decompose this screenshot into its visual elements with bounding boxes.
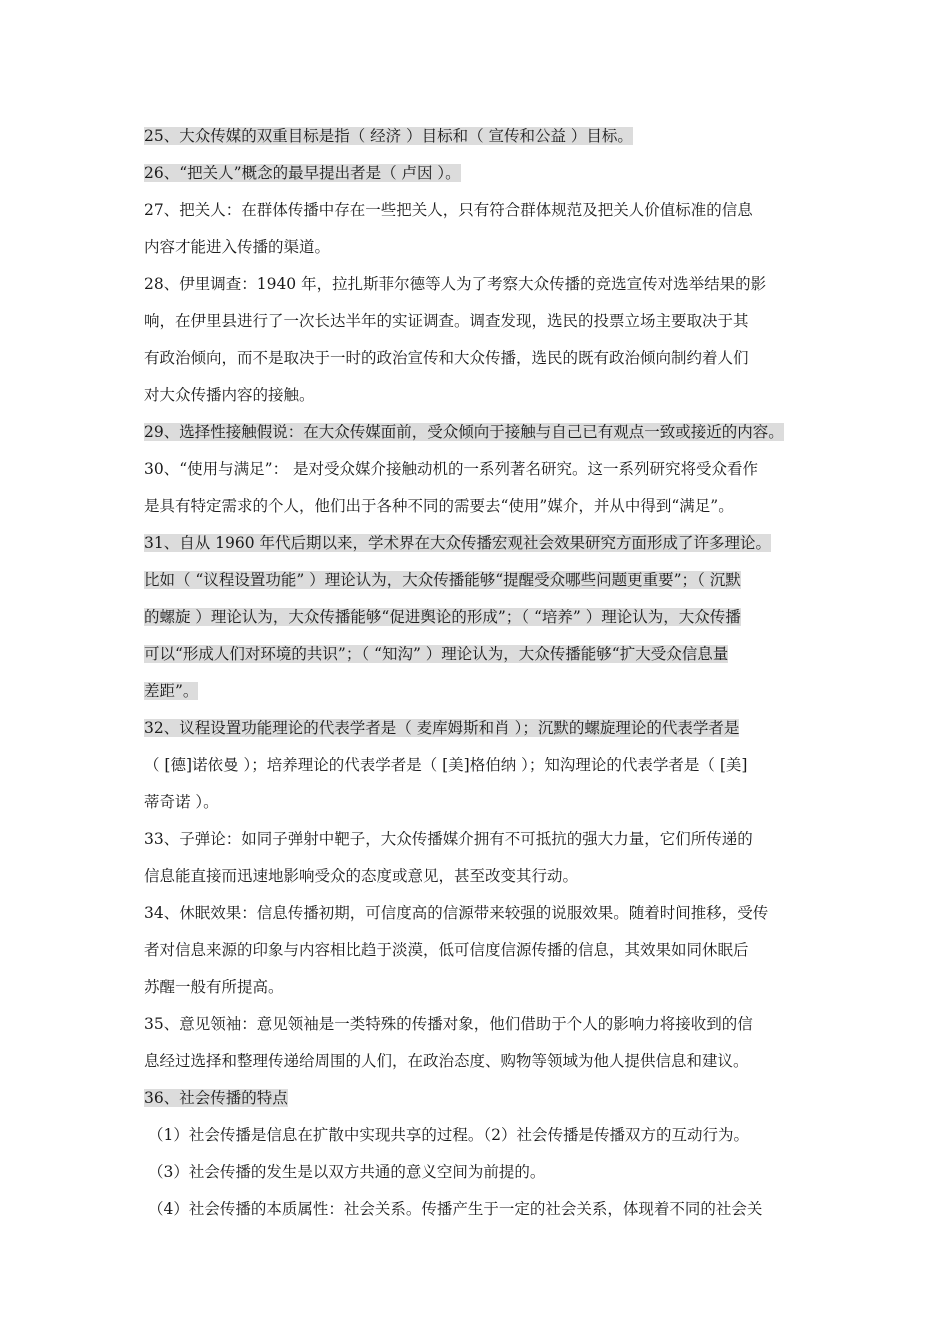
- line-33b: [144, 858, 812, 895]
- question-31-cont3: 可以“形成人们对环境的共识”；（ “知沟” ）理论认为，大众传播能够“扩大受众信息量: [144, 645, 729, 663]
- line-34a: [144, 895, 812, 932]
- line-31d: [144, 636, 812, 673]
- definition-28: 28、伊里调查：1940 年，拉扎斯菲尔德等人为了考察大众传播的竞选宣传对选举结果的影: [144, 275, 767, 293]
- definition-29: 29、选择性接触假说：在大众传媒面前，受众倾向于接触与自己已有观点一致或接近的内容。: [144, 423, 784, 441]
- feature-1-2: （1）社会传播是信息在扩散中实现共享的过程。（2）社会传播是传播双方的互动行为。: [148, 1126, 749, 1144]
- definition-28-cont2: 有政治倾向，而不是取决于一时的政治宣传和大众传播，选民的既有政治倾向制约着人们: [144, 349, 749, 367]
- question-31: 31、自从 1960 年代后期以来，学术界在大众传播宏观社会效果研究方面形成了许多理论。: [144, 534, 772, 552]
- definition-34-cont2: 苏醒一般有所提高。: [144, 978, 284, 996]
- section-36-heading: 36、社会传播的特点: [144, 1089, 288, 1107]
- definition-34: 34、休眠效果：信息传播初期，可信度高的信源带来较强的说服效果。随着时间推移，受传: [144, 904, 769, 922]
- line-31b: [144, 562, 812, 599]
- definition-30: 30、“使用与满足”： 是对受众媒介接触动机的一系列著名研究。这一系列研究将受众看作: [144, 460, 759, 478]
- line-34c: [144, 969, 812, 1006]
- line-36-1: [144, 1117, 812, 1154]
- line-27a: [144, 192, 812, 229]
- line-32b: [144, 747, 812, 784]
- line-31e: [144, 673, 812, 710]
- line-29: [144, 414, 812, 451]
- question-25: 25、大众传媒的双重目标是指（ 经济 ）目标和（ 宣传和公益 ）目标。: [144, 127, 633, 145]
- feature-4: （4）社会传播的本质属性：社会关系。传播产生于一定的社会关系，体现着不同的社会关: [148, 1200, 763, 1218]
- definition-35: 35、意见领袖：意见领袖是一类特殊的传播对象，他们借助于个人的影响力将接收到的信: [144, 1015, 753, 1033]
- line-31c: [144, 599, 812, 636]
- line-28d: [144, 377, 812, 414]
- question-31-cont4: 差距”。: [144, 682, 199, 700]
- definition-34-cont1: 者对信息来源的印象与内容相比趋于淡漠，低可信度信源传播的信息，其效果如同休眠后: [144, 941, 749, 959]
- line-28c: [144, 340, 812, 377]
- definition-30-cont: 是具有特定需求的个人，他们出于各种不同的需要去“使用”媒介，并从中得到“满足”。: [144, 497, 734, 515]
- line-28a: [144, 266, 812, 303]
- line-28b: [144, 303, 812, 340]
- definition-27-cont: 内容才能进入传播的渠道。: [144, 238, 331, 256]
- question-31-cont2: 的螺旋 ）理论认为，大众传播能够“促进舆论的形成”；（ “培养” ）理论认为，大众传播: [144, 608, 741, 626]
- feature-3: （3）社会传播的发生是以双方共通的意义空间为前提的。: [148, 1163, 546, 1181]
- line-36-4: [144, 1191, 812, 1228]
- definition-33-cont: 信息能直接而迅速地影响受众的态度或意见，甚至改变其行动。: [144, 867, 579, 885]
- definition-28-cont1: 响，在伊里县进行了一次长达半年的实证调查。调查发现，选民的投票立场主要取决于其: [144, 312, 749, 330]
- line-35a: [144, 1006, 812, 1043]
- line-31a: [144, 525, 812, 562]
- definition-33: 33、子弹论：如同子弹射中靶子，大众传播媒介拥有不可抵抗的强大力量，它们所传递的: [144, 830, 753, 848]
- definition-27: 27、把关人：在群体传播中存在一些把关人，只有符合群体规范及把关人价值标准的信息: [144, 201, 753, 219]
- question-32: 32、议程设置功能理论的代表学者是（ 麦库姆斯和肖 ）；沉默的螺旋理论的代表学者是: [144, 719, 740, 737]
- line-32a: [144, 710, 812, 747]
- line-32c: [144, 784, 812, 821]
- line-30b: [144, 488, 812, 525]
- line-34b: [144, 932, 812, 969]
- document-body: [144, 118, 812, 1228]
- line-25: [144, 118, 812, 155]
- line-30a: [144, 451, 812, 488]
- definition-35-cont: 息经过选择和整理传递给周围的人们，在政治态度、购物等领域为他人提供信息和建议。: [144, 1052, 749, 1070]
- question-31-cont1: 比如（ “议程设置功能” ）理论认为，大众传播能够“提醒受众哪些问题更重要”；（ 沉默: [144, 571, 741, 589]
- line-33a: [144, 821, 812, 858]
- question-32-cont1: （ [德]诺依曼 ）；培养理论的代表学者是（ [美]格伯纳 ）；知沟理论的代表学者是（ [美]: [144, 756, 748, 774]
- question-32-cont2: 蒂奇诺 ）。: [144, 793, 219, 811]
- line-35b: [144, 1043, 812, 1080]
- definition-28-cont3: 对大众传播内容的接触。: [144, 386, 315, 404]
- line-27b: [144, 229, 812, 266]
- line-26: [144, 155, 812, 192]
- line-36-heading: [144, 1080, 812, 1117]
- line-36-3: [144, 1154, 812, 1191]
- question-26: 26、“把关人”概念的最早提出者是（ 卢因 ）。: [144, 164, 461, 182]
